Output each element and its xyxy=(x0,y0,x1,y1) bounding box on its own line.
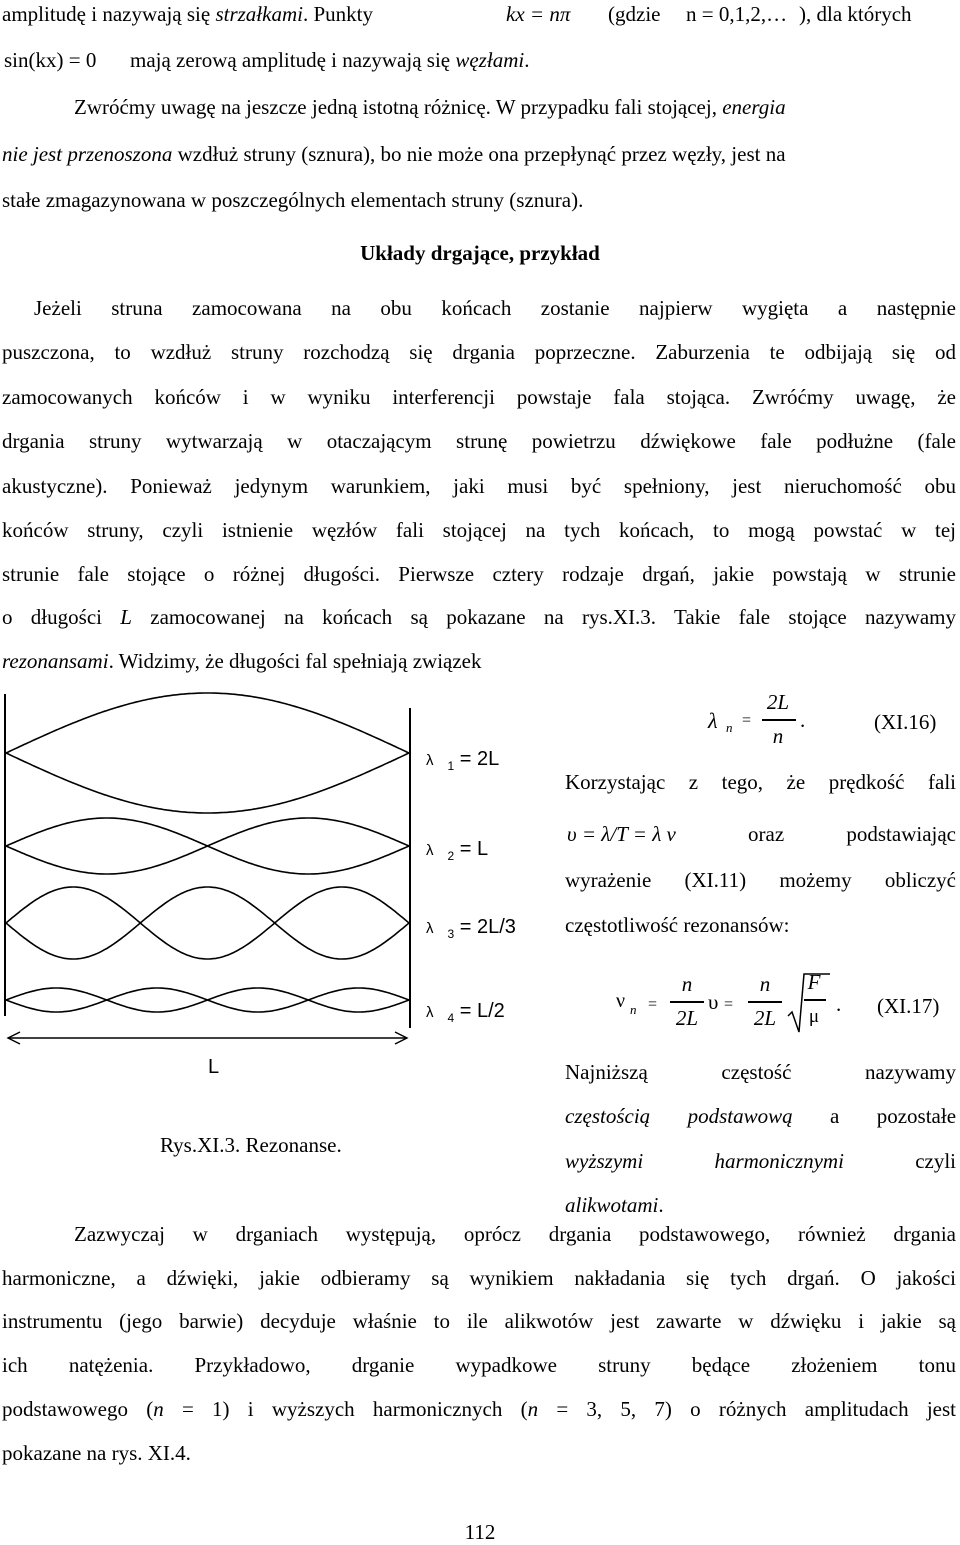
emphasis: nie jest przenoszona xyxy=(2,142,173,166)
standing-wave-mode-1-upper xyxy=(6,693,409,753)
eq16-lhs: λ xyxy=(708,708,718,733)
p3-line6: końców struny, czyli istnienie węzłów fali stojącej na tych końcach, to mogą powstać w tej xyxy=(2,518,956,542)
eq17-root-den: μ xyxy=(808,1006,820,1027)
text: podstawowego ( xyxy=(2,1397,154,1421)
wavelength-label-4 xyxy=(426,1000,505,1025)
eq17-velocity: υ xyxy=(708,990,719,1014)
page-number: 112 xyxy=(464,1520,496,1544)
p3-line5: akustyczne). Ponieważ jedynym warunkiem, jaki musi być spełniony, jest nieruchomość obu xyxy=(2,474,956,498)
p4-line4: ich natężenia. Przykładowo, drganie wypadkowe struny będące złożeniem tonu xyxy=(2,1353,956,1377)
lambda-symbol: λ xyxy=(426,752,434,769)
text: zamocowanej na końcach są pokazane na rys.XI.3. Takie fale stojące nazywamy xyxy=(131,605,956,629)
right2-line2 xyxy=(565,1104,956,1129)
right-line2: oraz podstawiając xyxy=(748,822,956,846)
eq17-tag: (XI.17) xyxy=(877,994,940,1018)
text: . Punkty xyxy=(302,2,373,26)
p3-line1: Jeżeli struna zamocowana na obu końcach zostanie najpierw wygięta a następnie xyxy=(34,296,956,320)
eq17-num1: n xyxy=(681,972,693,996)
fraction-bar xyxy=(804,999,826,1001)
standing-wave-mode-2-upper xyxy=(6,818,409,874)
eq16-lhs-sub: n xyxy=(726,720,733,735)
p4-line5 xyxy=(2,1397,956,1422)
eq16-tag: (XI.16) xyxy=(874,710,937,734)
eq-kx-npi: kx = nπ xyxy=(506,2,571,26)
standing-wave-mode-1-lower xyxy=(6,753,409,813)
p3-line8 xyxy=(2,605,956,630)
eq17-root-num: F xyxy=(807,970,821,994)
eq16-denominator: n xyxy=(772,724,784,748)
p2-line2 xyxy=(2,142,786,167)
right2-line4 xyxy=(565,1193,664,1218)
text: . Widzimy, że długości fal spełniają związek xyxy=(108,649,482,673)
p1-line1 xyxy=(2,2,373,27)
term-rezonanse: rezonansami xyxy=(2,649,109,673)
length-label: L xyxy=(208,1056,220,1078)
p3-line3: zamocowanych końców i w wyniku interferencji powstaje fala stojąca. Zwróćmy uwagę, że xyxy=(2,385,956,409)
right-line4: częstotliwość rezonansów: xyxy=(565,913,790,937)
right-line3: wyrażenie (XI.11) możemy obliczyć xyxy=(565,868,956,892)
term: wyższymi xyxy=(565,1149,644,1173)
standing-wave-mode-3-upper xyxy=(6,887,409,959)
eq17-den2: 2L xyxy=(753,1006,777,1030)
term: harmonicznymi xyxy=(714,1149,844,1173)
eq16-equals: = xyxy=(742,712,752,729)
term-strzalki: strzałkami xyxy=(215,2,303,26)
label-eq: = L/2 xyxy=(459,1000,505,1022)
eq-sin-kx-zero: sin(kx) = 0 xyxy=(4,48,97,72)
eq17-dot: . xyxy=(836,992,842,1016)
term-energia: energia xyxy=(722,95,786,119)
eq-n-values: n = 0,1,2,… xyxy=(686,2,788,26)
figure-caption: Rys.XI.3. Rezonanse. xyxy=(160,1133,342,1157)
subscript: 4 xyxy=(447,1011,455,1025)
text: czyli xyxy=(915,1149,957,1173)
text: (gdzie xyxy=(608,2,661,26)
text: mają zerową amplitudę i nazywają się xyxy=(130,48,456,72)
term-alikwoty: alikwotami xyxy=(565,1193,659,1217)
fraction-bar xyxy=(670,1001,704,1003)
eq-velocity: υ = λ/T = λ ν xyxy=(567,822,676,846)
subscript: 2 xyxy=(447,849,455,863)
fraction-bar xyxy=(748,1001,782,1003)
text: = 3, 5, 7) o różnych amplitudach jest xyxy=(538,1397,956,1421)
wavelength-label-2 xyxy=(426,838,488,863)
text: . xyxy=(658,1193,664,1217)
fraction-bar xyxy=(762,719,796,721)
term: częstością xyxy=(565,1104,651,1128)
eq17-lhs: ν xyxy=(616,990,626,1012)
standing-wave-mode-3-lower xyxy=(6,887,409,959)
lambda-symbol: λ xyxy=(426,920,434,937)
text: amplitudę i nazywają się xyxy=(2,2,216,26)
text: . xyxy=(524,48,530,72)
subscript: 3 xyxy=(447,927,455,941)
symbol-n: n xyxy=(527,1397,539,1421)
label-eq: = L xyxy=(459,838,489,860)
eq17-num2: n xyxy=(759,972,771,996)
text: a pozostałe xyxy=(830,1104,957,1128)
p1-line2 xyxy=(130,48,529,73)
symbol-L: L xyxy=(120,605,132,629)
length-dimension xyxy=(8,1032,407,1044)
wavelength-label-3 xyxy=(426,916,516,941)
eq16-numerator: 2L xyxy=(766,690,790,714)
right2-line1: Najniższą częstość nazywamy xyxy=(565,1060,956,1084)
text: wzdłuż struny (sznura), bo nie może ona przepłynąć przez węzły, jest na xyxy=(172,142,786,166)
eq16-dot: . xyxy=(800,708,806,732)
eq17-den1: 2L xyxy=(675,1006,699,1030)
lambda-symbol: λ xyxy=(426,1004,434,1021)
eq17-equals-1: = xyxy=(648,996,658,1013)
symbol-n: n xyxy=(153,1397,164,1421)
subscript: 1 xyxy=(447,759,455,773)
right-line1: Korzystając z tego, że prędkość fali xyxy=(565,770,956,794)
p3-line9 xyxy=(2,649,482,674)
p2-line3: stałe zmagazynowana w poszczególnych elementach struny (sznura). xyxy=(2,188,584,212)
text: Zwróćmy uwagę na jeszcze jedną istotną różnicę. W przypadku fali stojącej, xyxy=(74,95,723,119)
term: podstawową xyxy=(687,1104,793,1128)
p4-line6: pokazane na rys. XI.4. xyxy=(2,1441,191,1465)
p4-line3: instrumentu (jego barwie) decyduje właśnie to ile alikwotów jest zawarte w dźwięku i jakie są xyxy=(2,1309,956,1333)
text: o długości xyxy=(2,605,121,629)
text: = 1) i wyższych harmonicznych ( xyxy=(163,1397,528,1421)
lambda-symbol: λ xyxy=(426,842,434,859)
section-heading: Układy drgające, przykład xyxy=(360,241,600,265)
eq17-lhs-sub: n xyxy=(630,1002,637,1017)
label-eq: = 2L xyxy=(459,748,500,770)
p3-line4: drgania struny wytwarzają w otaczającym strunę powietrzu dźwiękowe fale podłużne (fale xyxy=(2,429,956,453)
standing-wave-mode-4-upper xyxy=(6,988,409,1012)
p3-line2: puszczona, to wzdłuż struny rozchodzą się drgania poprzeczne. Zaburzenia te odbijają się od xyxy=(2,340,956,364)
right2-line3 xyxy=(565,1149,956,1174)
p2-line1 xyxy=(74,95,786,120)
p4-line2: harmoniczne, a dźwięki, jakie odbieramy są wynikiem nakładania się tych drgań. O jakości xyxy=(2,1266,956,1290)
term-wezly: węzłami xyxy=(455,48,525,72)
wavelength-label-1 xyxy=(426,748,499,773)
p4-line1: Zazwyczaj w drganiach występują, oprócz drgania podstawowego, również drgania xyxy=(74,1222,956,1246)
eq17-equals-2: = xyxy=(724,996,734,1013)
label-eq: = 2L/3 xyxy=(459,916,516,938)
text: ), dla których xyxy=(799,2,912,26)
p3-line7: strunie fale stojące o różnej długości. Pierwsze cztery rodzaje drgań, jakie powstają w strunie xyxy=(2,562,956,586)
